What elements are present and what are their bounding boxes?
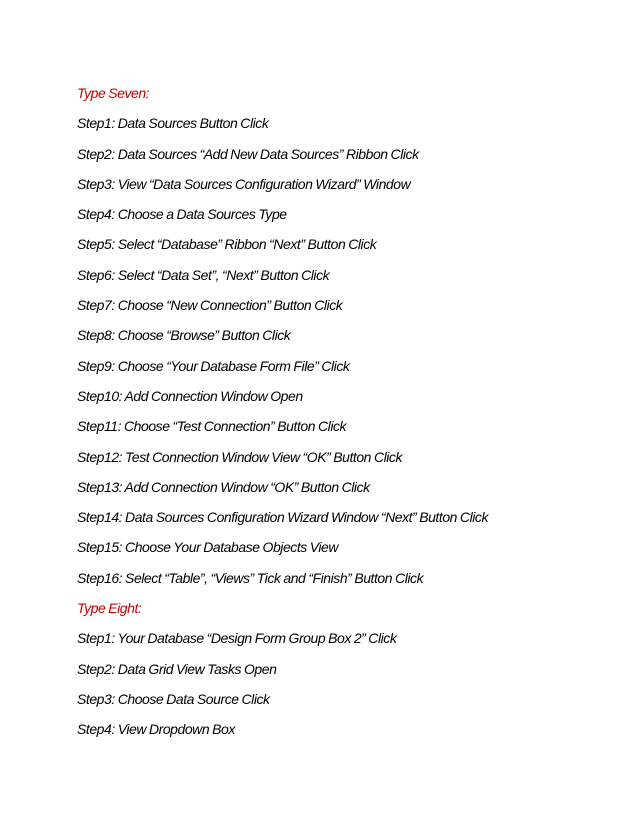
step-line: Step4: View Dropdown Box <box>77 721 235 738</box>
step-line: Step11: Choose “Test Connection” Button Click <box>77 418 347 435</box>
step-line: Step1: Your Database “Design Form Group Box 2” Click <box>77 630 397 647</box>
step-line: Step8: Choose “Browse” Button Click <box>77 327 291 344</box>
section-heading: Type Eight: <box>77 600 142 617</box>
step-line: Step14: Data Sources Configuration Wizard Window “Next” Button Click <box>77 509 489 526</box>
document-body <box>77 78 627 745</box>
section-heading: Type Seven: <box>77 85 150 101</box>
step-line: Step3: View “Data Sources Configuration Wizard” Window <box>77 175 411 192</box>
step-line: Step6: Select “Data Set”, “Next” Button Click <box>77 266 330 283</box>
step-line: Step4: Choose a Data Sources Type <box>77 206 287 223</box>
section-type-eight <box>77 593 627 744</box>
step-line: Step16: Select “Table”, “Views” Tick and “Finish” Button Click <box>77 569 424 586</box>
step-line: Step2: Data Grid View Tasks Open <box>77 660 277 677</box>
step-line: Step1: Data Sources Button Click <box>77 115 269 132</box>
step-line: Step3: Choose Data Source Click <box>77 690 270 707</box>
step-line: Step7: Choose “New Connection” Button Click <box>77 297 343 314</box>
step-line: Step12: Test Connection Window View “OK” Button Click <box>77 448 403 465</box>
step-line: Step15: Choose Your Database Objects View <box>77 539 339 556</box>
step-line: Step2: Data Sources “Add New Data Sources” Ribbon Click <box>77 145 419 162</box>
step-line: Step13: Add Connection Window “OK” Button Click <box>77 478 370 495</box>
section-type-seven <box>77 78 627 593</box>
step-line: Step9: Choose “Your Database Form File” Click <box>77 357 350 374</box>
step-line: Step10: Add Connection Window Open <box>77 387 303 404</box>
step-line: Step5: Select “Database” Ribbon “Next” Button Click <box>77 236 377 253</box>
